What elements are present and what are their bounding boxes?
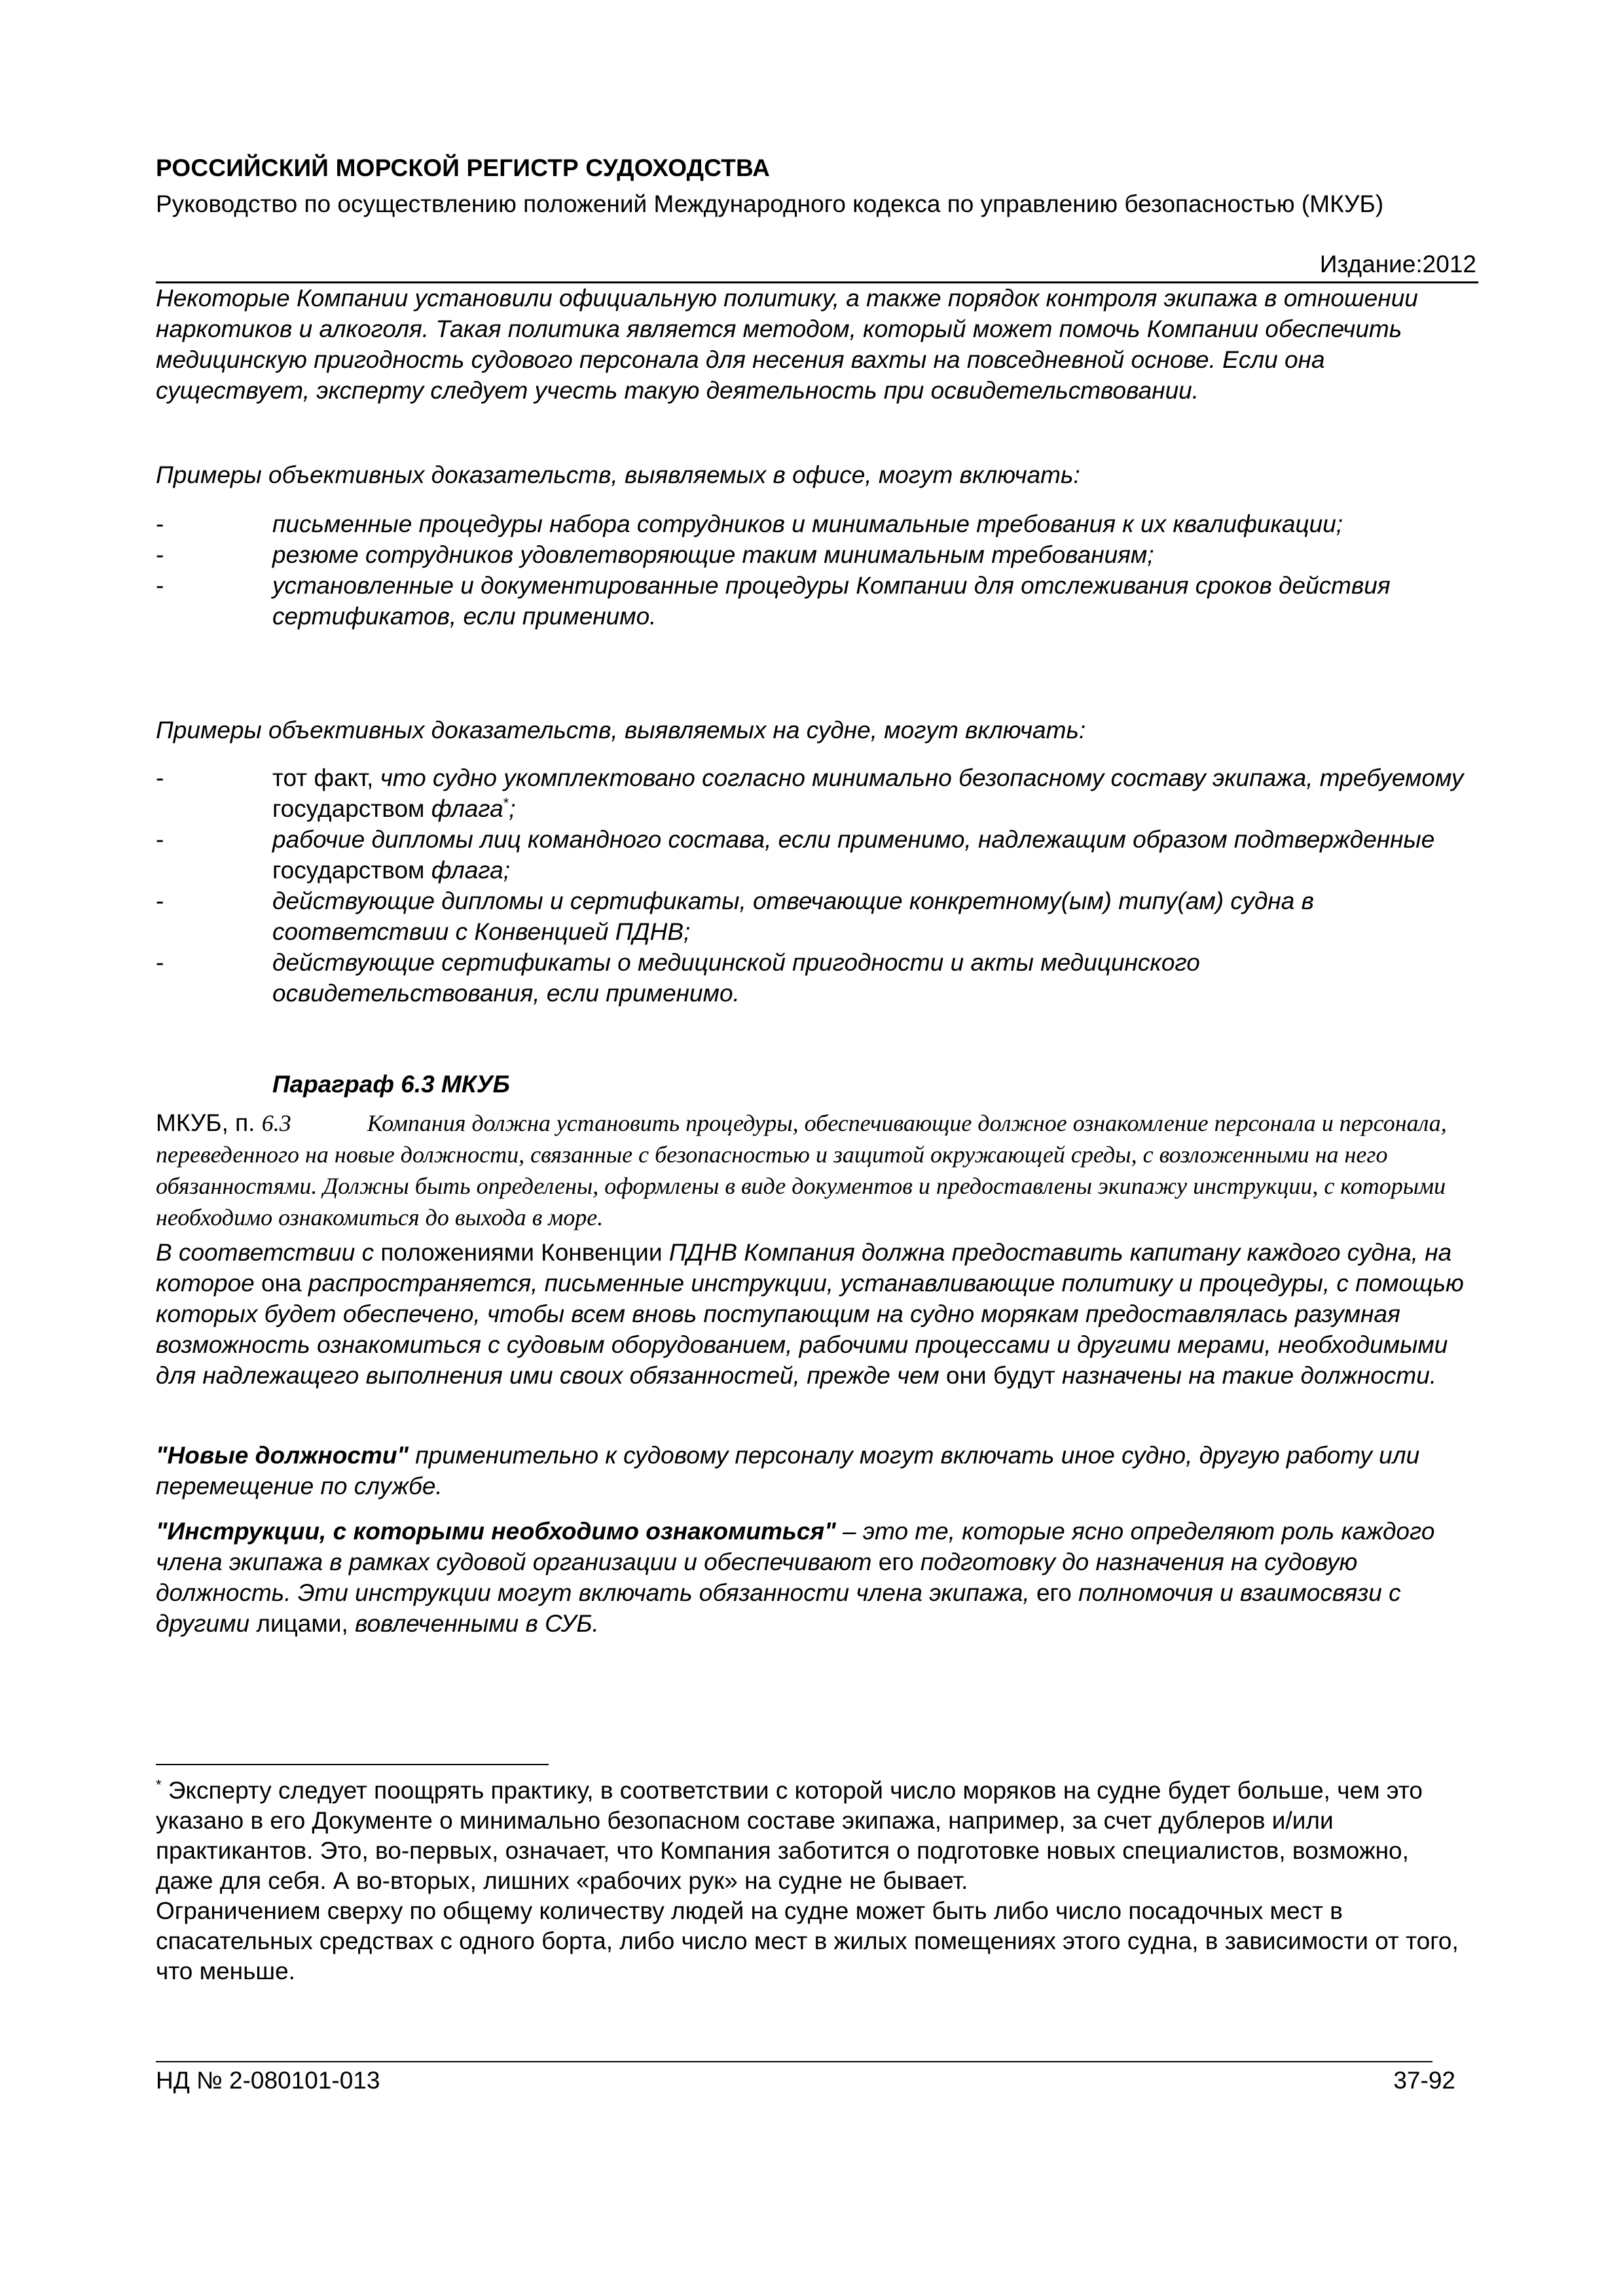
document-number: НД № 2-080101-013 [156,2067,380,2094]
list-item-text: действующие дипломы и сертификаты, отвечающие конкретному(ым) типу(ам) судна в соответствии с Конвенцией ПДНВ; [272,888,1314,945]
list-item: - тот факт, что судно укомплектовано согласно минимально безопасному составу экипажа, требуемому государством флага*; [156,764,1464,822]
list-item-text: рабочие дипломы лиц командного состава, если применимо, надлежащим образом подтвержденные [272,826,1435,853]
list-item: - действующие сертификаты о медицинской пригодности и акты медицинского освидетельствования, если применимо. [156,949,1200,1007]
org-name: РОССИЙСКИЙ МОРСКОЙ РЕГИСТР СУДОХОДСТВА [156,154,771,181]
code-quote [156,1107,1478,1233]
list-item: - резюме сотрудников удовлетворяющие таким минимальным требованиям; [156,541,1154,568]
section-heading: Параграф 6.3 МКУБ [272,1071,510,1098]
edition-label: Издание:2012 [1319,251,1476,278]
page-number: 37-92 [1393,2067,1455,2094]
term: "Новые должности" [156,1442,409,1469]
list-item: - действующие дипломы и сертификаты, отвечающие конкретному(ым) типу(ам) судна в соответствии с Конвенцией ПДНВ; [156,888,1314,945]
office-list [156,509,1472,632]
clause-text: Компания должна установить процедуры, обеспечивающие должное ознакомление персонала и персонала, переведенного на новые должности, связанные с безопасностью и защитой окружающей среды, с возложенными на него обязанностями. Должны быть определены, оформлены в виде документов и предоставлены экипажу инструкции, с которыми необходимо ознакомиться до выхода в море. [156,1110,1447,1230]
list-item-text: резюме сотрудников удовлетворяющие таким минимальным требованиям; [272,541,1154,568]
footnote-text: Ограничением сверху по общему количеству людей на судне может быть либо число посадочных мест в спасательных средствах с одного борта, либо число мест в жилых помещениях этого судна, в зависимости от того, что меньше. [156,1897,1459,1984]
ship-heading: Примеры объективных доказательств, выявляемых на судне, могут включать: [156,717,1086,744]
intro-text: Некоторые Компании установили официальную политику, а также порядок контроля экипажа в отношении наркотиков и алкоголя. Такая политика является методом, который может помочь Компании обеспечить медицинскую пригодность судового персонала для несения вахты на повседневной основе. Если она существует, эксперту следует учесть такую деятельность при освидетельствовании. [156,285,1418,404]
footer-divider [156,2061,1432,2062]
list-item: - рабочие дипломы лиц командного состава, если применимо, надлежащим образом подтвержденные государством флага; [156,826,1435,884]
list-item: - установленные и документированные процедуры Компании для отслеживания сроков действия сертификатов, если применимо. [156,572,1391,630]
footnote [156,1776,1472,1986]
list-item-text: тот факт, [272,764,380,791]
footnote-reference: * [503,795,509,812]
list-item-text: установленные и документированные процедуры Компании для отслеживания сроков действия сертификатов, если применимо. [272,572,1391,630]
footnote-mark: * [156,1776,162,1793]
term: "Инструкции, с которыми необходимо ознакомиться" [156,1518,836,1545]
code-reference: МКУБ, п. [156,1109,262,1136]
document-title: Руководство по осуществлению положений Международного кодекса по управлению безопасностью (МКУБ) [156,190,1384,217]
clause-number: 6.3 [261,1110,291,1136]
office-heading: Примеры объективных доказательств, выявляемых в офисе, могут включать: [156,461,1080,488]
new-positions-paragraph: "Новые должности" применительно к судовому персоналу могут включать иное судно, другую работу или перемещение по службе. [156,1442,1420,1499]
footnote-divider [156,1764,549,1765]
footnote-text: Эксперту следует поощрять практику, в соответствии с которой число моряков на судне будет больше, чем это указано в его Документе о минимально безопасном составе экипажа, например, за счет дублеров и/или практикантов. Это, во-первых, означает, что Компания заботится о подготовке новых специалистов, возможно, даже для себя. А во-вторых, лишних «рабочих рук» на судне не бывает. [156,1777,1423,1894]
list-item-text: письменные процедуры набора сотрудников и минимальные требования к их квалификации; [272,511,1343,537]
list-item-text: действующие сертификаты о медицинской пригодности и акты медицинского освидетельствования, если применимо. [272,949,1200,1007]
stcw-paragraph: В соответствии с положениями Конвенции ПДНВ Компания должна предоставить капитану каждого судна, на которое она распространяется, письменные инструкции, устанавливающие политику и процедуры, с помощью которых будет обеспечено, чтобы всем вновь поступающим на судно морякам предоставлялась разумная возможность ознакомиться с судовым оборудованием, рабочими процессами и другими мерами, необходимыми для надлежащего выполнения ими своих обязанностей, прежде чем они будут назначены на такие должности. [156,1239,1464,1389]
intro-paragraph [156,283,1472,406]
list-item: - письменные процедуры набора сотрудников и минимальные требования к их квалификации; [156,511,1343,537]
instructions-paragraph: "Инструкции, с которыми необходимо ознакомиться" – это те, которые ясно определяют роль каждого члена экипажа в рамках судовой организации и обеспечивают его подготовку до назначения на судовую должность. Эти инструкции могут включать обязанности члена экипажа, его полномочия и взаимосвязи с другими лицами, вовлеченными в СУБ. [156,1518,1435,1637]
ship-list [156,762,1472,1009]
